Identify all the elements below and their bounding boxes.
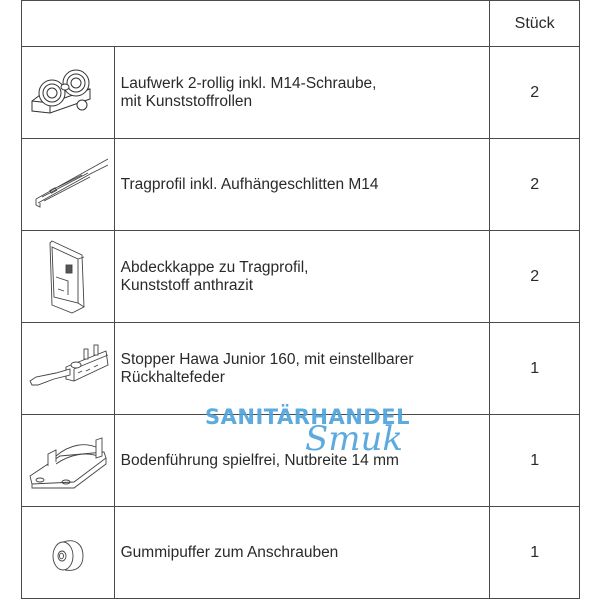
table-header-row xyxy=(22,1,580,47)
item-description xyxy=(114,415,490,507)
parts-list-table xyxy=(21,0,580,599)
item-quantity: 1 xyxy=(490,415,580,507)
description-line-2: Rückhaltefeder xyxy=(120,368,225,386)
rubber-buffer-icon xyxy=(22,507,115,599)
track-profile-icon xyxy=(22,139,115,231)
item-quantity: 1 xyxy=(490,507,580,599)
item-description xyxy=(114,47,490,139)
stopper-icon xyxy=(22,323,115,415)
watermark-line-2: Smuk xyxy=(305,419,404,459)
description-line-1: Bodenführung spielfrei, Nutbreite 14 mm xyxy=(120,451,399,469)
description-line-1: Abdeckkappe zu Tragprofil, xyxy=(120,258,309,276)
item-quantity: 2 xyxy=(490,139,580,231)
item-quantity: 1 xyxy=(490,323,580,415)
item-description xyxy=(114,139,490,231)
header-quantity: Stück xyxy=(490,1,580,47)
table-row xyxy=(22,415,580,507)
description-line-2: Kunststoff anthrazit xyxy=(120,276,254,294)
end-cap-icon xyxy=(22,231,115,323)
description-line-1: Stopper Hawa Junior 160, mit einstellbarer xyxy=(120,350,414,368)
item-description xyxy=(114,323,490,415)
table-row xyxy=(22,47,580,139)
item-description xyxy=(114,231,490,323)
table-row xyxy=(22,231,580,323)
floor-guide-icon xyxy=(22,415,115,507)
table-row xyxy=(22,139,580,231)
table-row xyxy=(22,507,580,599)
roller-carriage-icon xyxy=(22,47,115,139)
watermark-line-1: SANITÄRHANDEL xyxy=(205,405,410,429)
item-quantity: 2 xyxy=(490,231,580,323)
description-line-1: Gummipuffer zum Anschrauben xyxy=(120,543,339,561)
description-line-2: mit Kunststoffrollen xyxy=(120,92,253,110)
item-description xyxy=(114,507,490,599)
header-blank-cell xyxy=(22,1,490,47)
table-row xyxy=(22,323,580,415)
description-line-1: Tragprofil inkl. Aufhängeschlitten M14 xyxy=(120,175,379,193)
item-quantity: 2 xyxy=(490,47,580,139)
description-line-1: Laufwerk 2-rollig inkl. M14-Schraube, xyxy=(120,74,377,92)
